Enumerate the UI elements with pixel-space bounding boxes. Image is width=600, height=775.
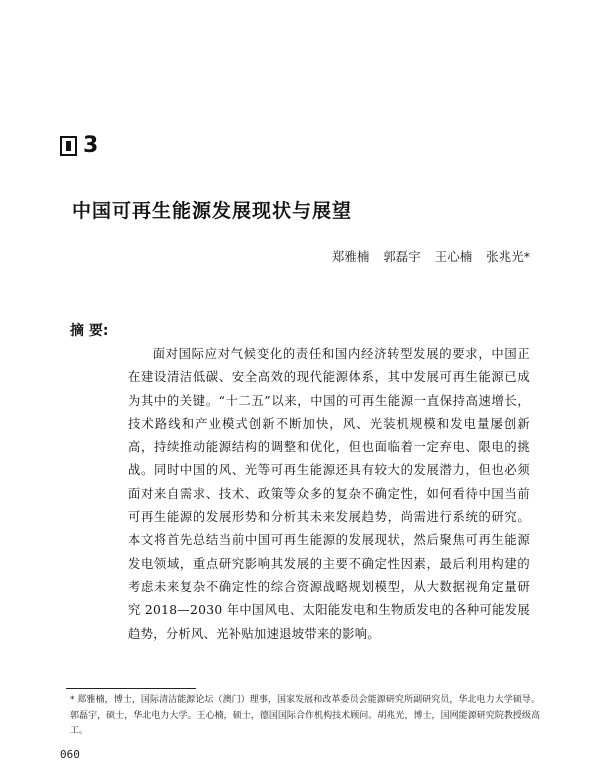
abstract-section: [128, 343, 530, 646]
report-marker-icon: [60, 136, 77, 156]
page-title: 中国可再生能源发展现状与展望: [72, 200, 353, 222]
abstract-body: 面对国际应对气候变化的责任和国内经济转型发展的要求，中国正在建设清洁低碳、安全高效的现代能源体系，其中发展可再生能源已成为其中的关键。“十二五”以来，中国的可再生能源一直保持高速增长，技术路线和产业模式创新不断加快，风、光装机规模和发电量屡创新高，持续推动能源结构的调整和优化，但也面临着一定弃电、限电的挑战。同时中国的风、光等可再生能源还具有较大的发展潜力，但也必须面对来自需求、技术、政策等众多的复杂不确定性，如何看待中国当前可再生能源的发展形势和分析其未来发展趋势，尚需进行系统的研究。本文将首先总结当前中国可再生能源的发展现状，然后聚焦可再生能源发电领域，重点研究影响其发展的主要不确定性因素，最后利用构建的考虑未来复杂不确定性的综合资源战略规划模型，从大数据视角定量研究 2018—2030 年中国风电、太阳能发电和生物质发电的各种可能发展趋势，分析风、光补贴加速退坡带来的影响。: [128, 347, 530, 641]
chapter-label: [60, 133, 99, 158]
page-number: 060: [60, 748, 80, 761]
abstract-heading: 摘 要:: [70, 323, 109, 339]
author-list: 郑雅楠 郭磊宇 王心楠 张兆光*: [331, 249, 530, 264]
footnote-divider: [66, 688, 196, 689]
author-footnote: * 郑雅楠，博士，国际清洁能源论坛（澳门）理事，国家发展和改革委员会能源研究所副研究员，华北电力大学硕导。郭磊宇，硕士，华北电力大学。王心楠，硕士，德国国际合作机构技术顾问。胡兆光，博士，国网能源研究院教授级高工。: [70, 695, 540, 736]
chapter-number: 3: [83, 133, 100, 158]
